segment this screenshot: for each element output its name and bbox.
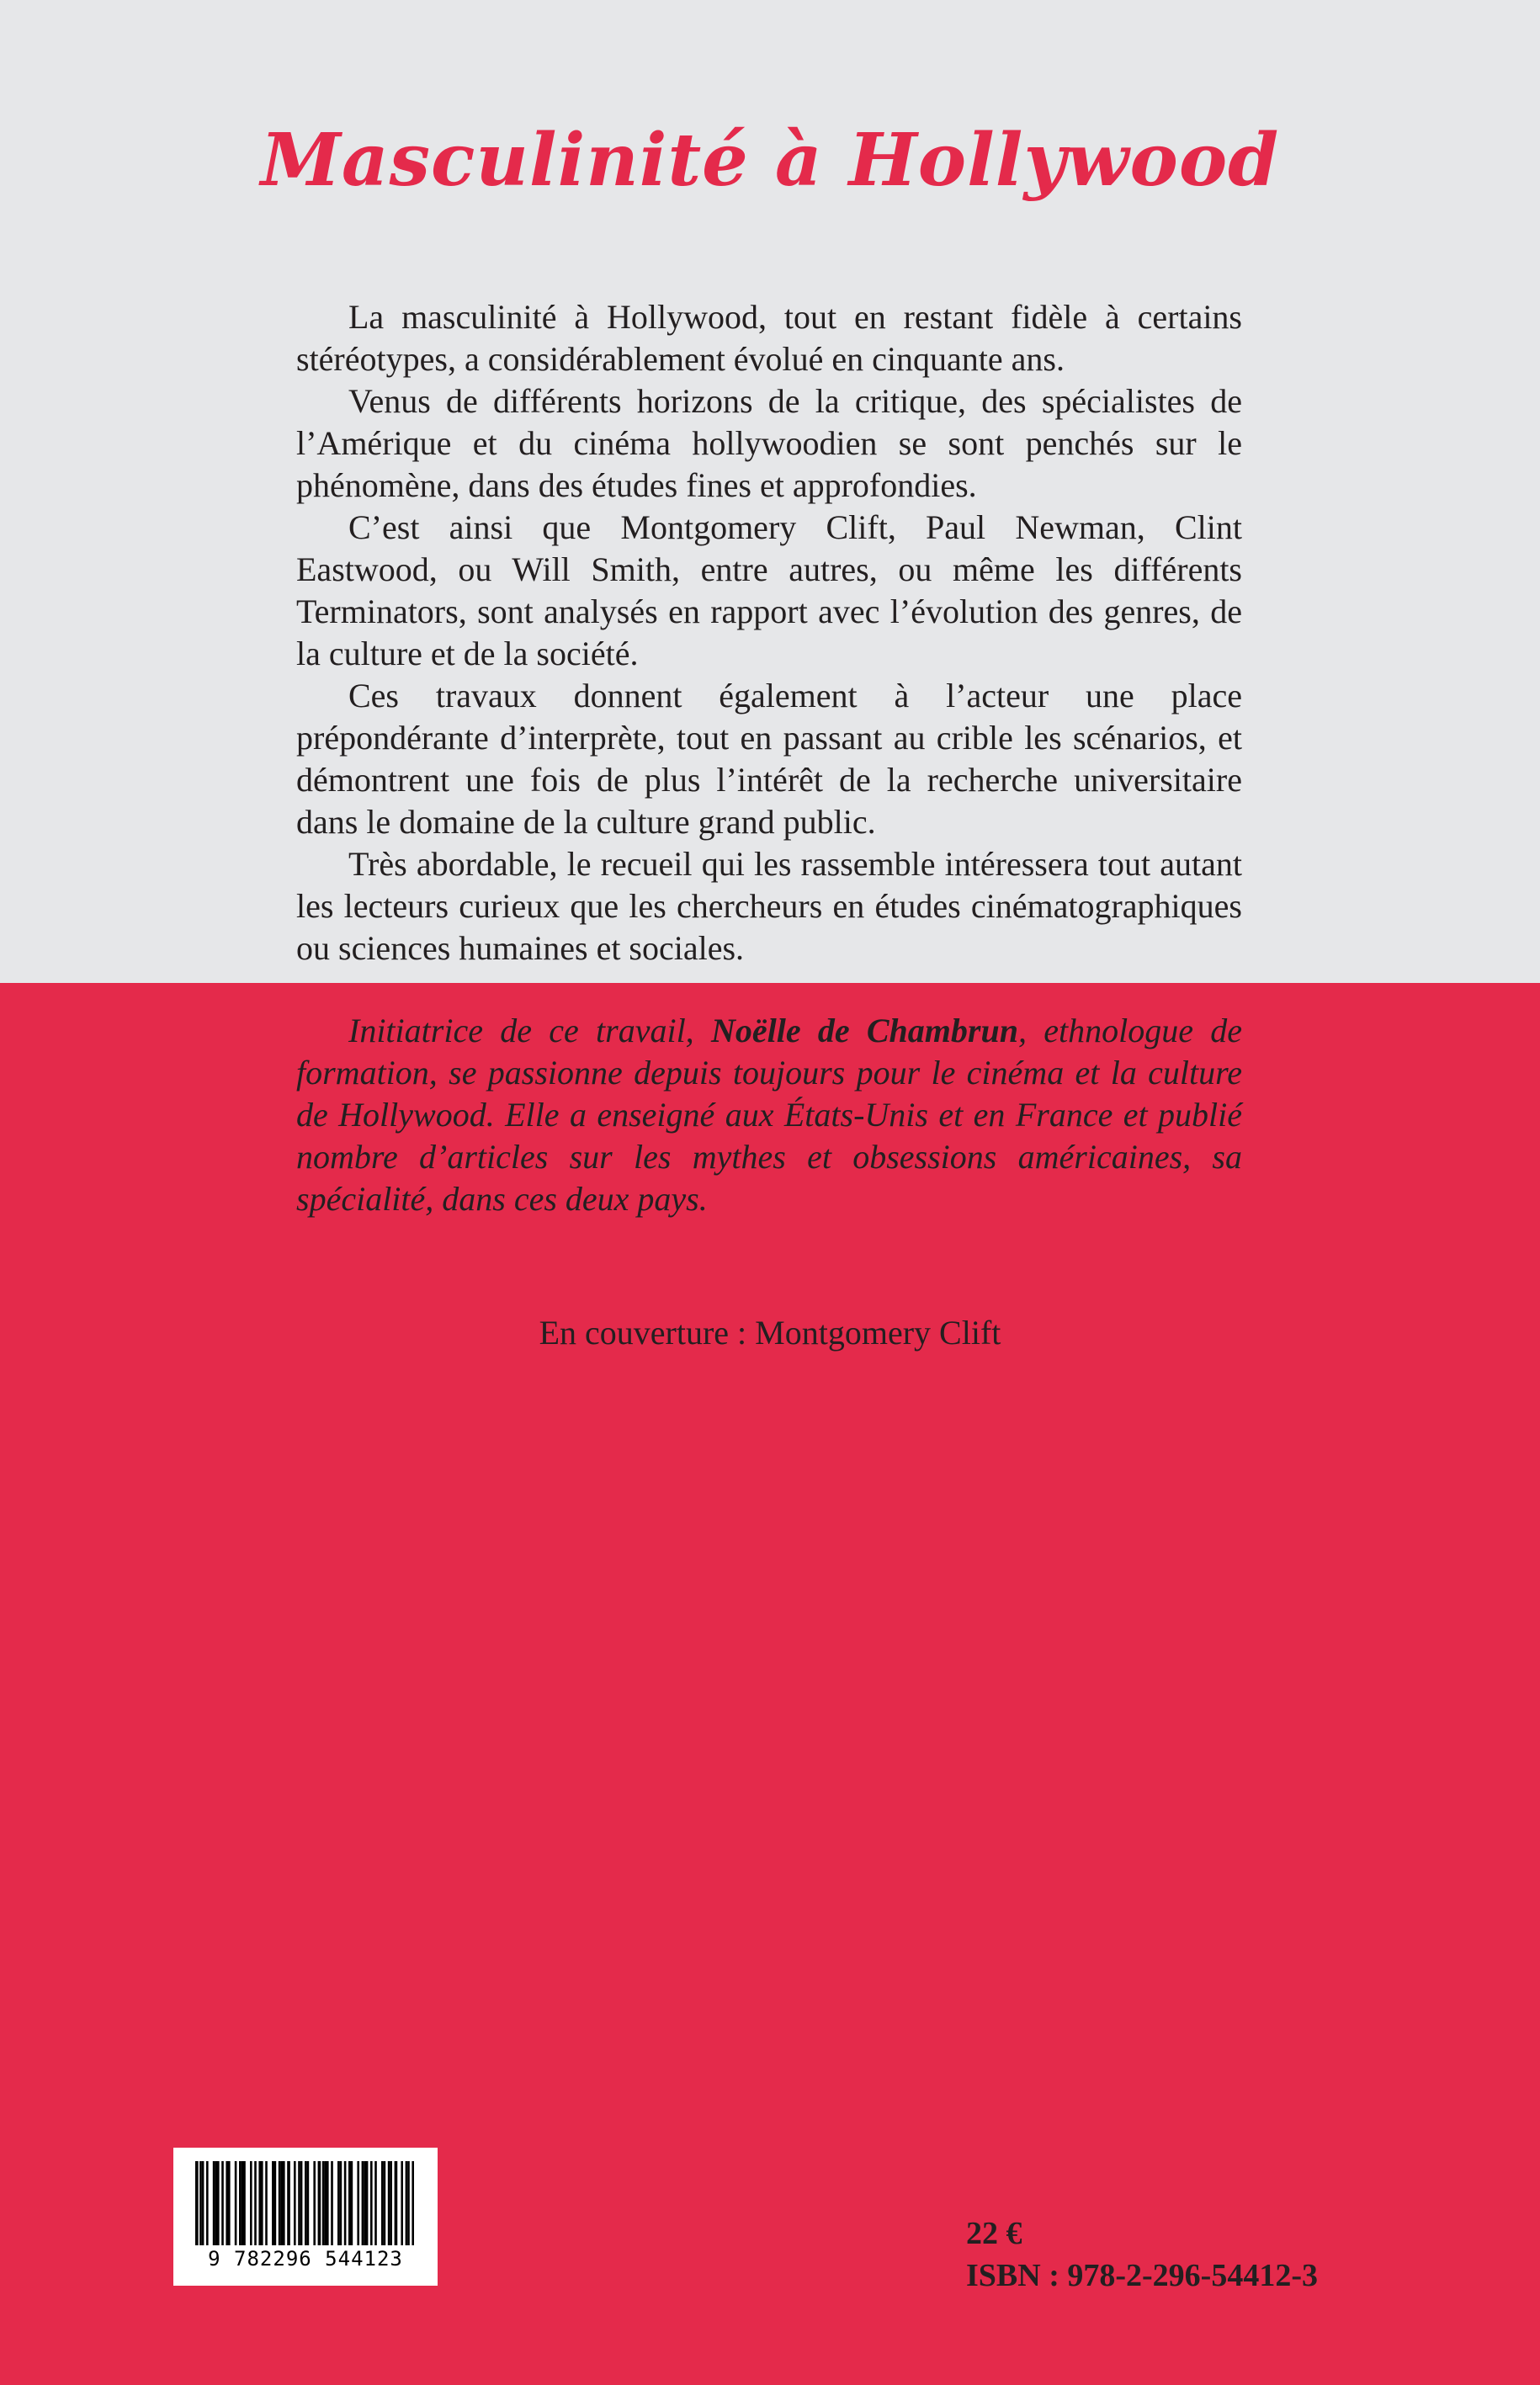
- author-name: Noëlle de Chambrun: [710, 1012, 1018, 1049]
- author-bio: [296, 1010, 1242, 1220]
- description-paragraph: Venus de différents horizons de la critique, des spécialistes de l’Amérique et du cinéma hollywoodien se sont penchés sur le phénomène, dans des études fines et approfondies.: [296, 382, 1242, 504]
- description-paragraph: C’est ainsi que Montgomery Clift, Paul Newman, Clint Eastwood, ou Will Smith, entre autres, ou même les différents Terminators, sont analysés en rapport avec l’évolution des genres, de la culture et de la société.: [296, 508, 1242, 672]
- back-cover-description: [296, 296, 1242, 969]
- cover-credit: En couverture : Montgomery Clift: [539, 1314, 1001, 1352]
- description-paragraph: Ces travaux donnent également à l’acteur une place prépondérante d’interprète, tout en passant au crible les scénarios, et démontrent une fois de plus l’intérêt de la recherche universitaire dans le domaine de la culture grand public.: [296, 677, 1242, 841]
- isbn: ISBN : 978-2-296-54412-3: [966, 2258, 1318, 2293]
- barcode-number: 9 782296 544123: [208, 2247, 403, 2271]
- barcode-bars: [192, 2161, 419, 2245]
- barcode: [173, 2148, 438, 2286]
- book-title: Masculinité à Hollywood: [260, 118, 1280, 203]
- bio-rest: , ethnologue de formation, se passionne depuis toujours pour le cinéma et la culture de Hollywood. Elle a enseigné aux États-Unis et en France et publié nombre d’articles sur les mythes et obsessions américaines, sa spécialité, dans ces deux pays.: [296, 1012, 1242, 1218]
- description-paragraph: Très abordable, le recueil qui les rassemble intéressera tout autant les lecteurs curieux que les chercheurs en études cinématographiques ou sciences humaines et sociales.: [296, 845, 1242, 967]
- description-paragraph: La masculinité à Hollywood, tout en restant fidèle à certains stéréotypes, a considérablement évolué en cinquante ans.: [296, 298, 1242, 378]
- bio-intro: Initiatrice de ce travail,: [348, 1012, 711, 1049]
- price: 22 €: [966, 2216, 1022, 2251]
